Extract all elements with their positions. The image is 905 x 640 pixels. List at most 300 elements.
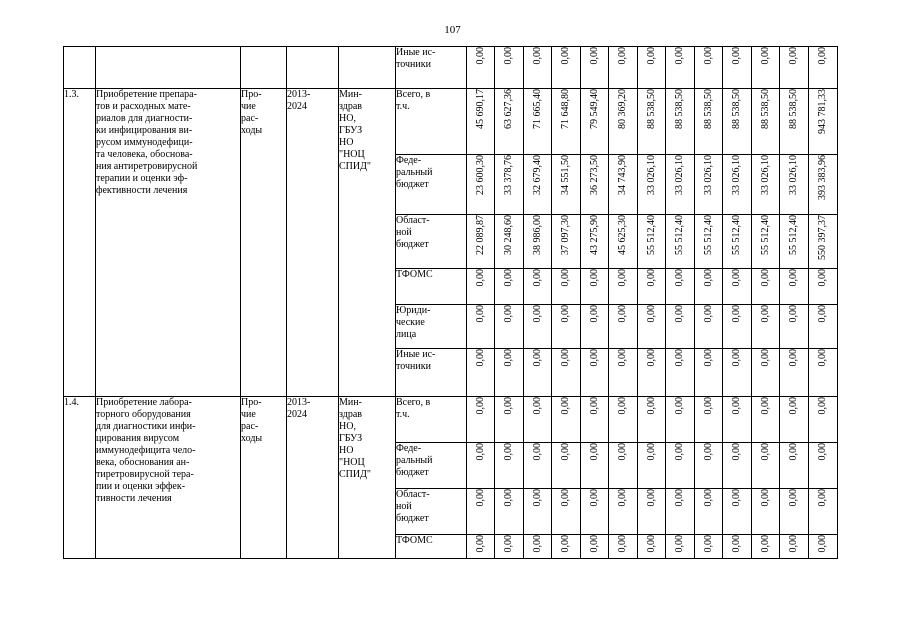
value-cell: [752, 269, 780, 305]
value-text: 79 549,40: [588, 89, 600, 129]
value-cell: [809, 443, 838, 489]
value-cell: [495, 443, 524, 489]
value-cell: [524, 535, 552, 559]
value-cell: [524, 305, 552, 349]
value-cell: [524, 489, 552, 535]
value-cell: [809, 89, 838, 155]
item-name-cell: [96, 47, 241, 89]
value-text: 0,00: [731, 47, 742, 65]
value-text: 0,00: [788, 305, 799, 323]
value-text: 0,00: [588, 269, 600, 287]
value-cell: [638, 305, 666, 349]
value-text: 0,00: [702, 47, 714, 65]
value-text: 0,00: [645, 305, 657, 323]
value-text: 71 665,40: [531, 89, 543, 129]
value-text: 0,00: [474, 489, 486, 507]
value-cell: [552, 215, 581, 269]
funding-source-cell: Иные ис- точники: [396, 47, 467, 89]
value-text: 0,00: [759, 535, 771, 553]
value-cell: [809, 47, 838, 89]
item-period-cell: 2013- 2024: [287, 397, 339, 559]
value-cell: [723, 215, 752, 269]
item-executor-cell: Мин- здрав НО, ГБУЗ НО "НОЦ СПИД": [339, 89, 396, 397]
value-text: 0,00: [503, 305, 514, 323]
value-cell: [723, 443, 752, 489]
value-text: 0,00: [531, 269, 543, 287]
value-text: 943 781,33: [817, 89, 828, 134]
value-cell: [723, 89, 752, 155]
value-cell: [809, 215, 838, 269]
value-text: 0,00: [702, 349, 714, 367]
value-cell: [609, 215, 638, 269]
value-text: 0,00: [617, 489, 628, 507]
value-cell: [666, 535, 695, 559]
value-cell: [552, 397, 581, 443]
value-cell: [495, 305, 524, 349]
value-cell: [495, 489, 524, 535]
value-cell: [467, 305, 495, 349]
value-cell: [752, 305, 780, 349]
value-cell: [695, 535, 723, 559]
value-text: 0,00: [645, 443, 657, 461]
funding-source-cell: Всего, в т.ч.: [396, 89, 467, 155]
value-cell: [780, 349, 809, 397]
value-text: 0,00: [474, 47, 486, 65]
value-text: 0,00: [645, 535, 657, 553]
value-cell: [666, 155, 695, 215]
value-text: 0,00: [474, 349, 486, 367]
value-cell: [638, 397, 666, 443]
value-cell: [609, 89, 638, 155]
value-text: 0,00: [788, 269, 799, 287]
value-cell: [467, 155, 495, 215]
value-text: 36 273,50: [588, 155, 600, 195]
value-cell: [780, 269, 809, 305]
value-cell: [495, 47, 524, 89]
value-text: 34 551,50: [560, 155, 571, 195]
value-text: 0,00: [731, 535, 742, 553]
value-cell: [752, 489, 780, 535]
value-cell: [609, 47, 638, 89]
value-text: 0,00: [503, 349, 514, 367]
value-cell: [524, 155, 552, 215]
value-text: 0,00: [731, 397, 742, 415]
value-cell: [524, 269, 552, 305]
value-text: 0,00: [674, 47, 685, 65]
program-table: [63, 46, 838, 559]
value-cell: [581, 47, 609, 89]
value-cell: [552, 489, 581, 535]
value-text: 0,00: [788, 443, 799, 461]
value-cell: [581, 269, 609, 305]
value-text: 0,00: [588, 443, 600, 461]
value-text: 33 026,10: [702, 155, 714, 195]
value-cell: [552, 443, 581, 489]
value-text: 0,00: [503, 269, 514, 287]
funding-source-cell: ТФОМС: [396, 269, 467, 305]
value-cell: [581, 489, 609, 535]
item-executor-cell: [339, 47, 396, 89]
value-text: 0,00: [503, 47, 514, 65]
value-text: 0,00: [817, 489, 828, 507]
value-cell: [552, 47, 581, 89]
value-cell: [752, 535, 780, 559]
value-text: 0,00: [503, 443, 514, 461]
value-text: 33 026,10: [674, 155, 685, 195]
value-cell: [809, 397, 838, 443]
item-name-cell: Приобретение лабора- торного оборудования для диагностики инфи- цирования вирусом иммунодефицита чело- века, обоснования ан- тиретровирусной тера- пии и оценки эффек- тивности лечения: [96, 397, 241, 559]
value-cell: [723, 535, 752, 559]
value-cell: [752, 89, 780, 155]
value-cell: [581, 215, 609, 269]
value-cell: [524, 397, 552, 443]
value-text: 88 538,50: [788, 89, 799, 129]
value-text: 0,00: [702, 443, 714, 461]
value-text: 45 690,17: [474, 89, 486, 129]
funding-source-cell: Феде- ральный бюджет: [396, 443, 467, 489]
value-text: 0,00: [531, 47, 543, 65]
value-cell: [723, 47, 752, 89]
value-cell: [467, 215, 495, 269]
value-cell: [638, 47, 666, 89]
value-text: 0,00: [674, 535, 685, 553]
value-text: 0,00: [759, 349, 771, 367]
item-type-cell: Про- чие рас- ходы: [241, 89, 287, 397]
value-text: 0,00: [645, 397, 657, 415]
value-cell: [524, 443, 552, 489]
value-text: 0,00: [674, 305, 685, 323]
value-cell: [723, 397, 752, 443]
value-cell: [695, 215, 723, 269]
value-text: 0,00: [531, 397, 543, 415]
value-cell: [809, 489, 838, 535]
value-cell: [695, 269, 723, 305]
value-cell: [723, 349, 752, 397]
value-text: 0,00: [560, 489, 571, 507]
value-text: 0,00: [645, 489, 657, 507]
value-text: 63 627,36: [503, 89, 514, 129]
value-text: 0,00: [588, 535, 600, 553]
value-text: 0,00: [731, 443, 742, 461]
value-cell: [666, 349, 695, 397]
value-cell: [695, 349, 723, 397]
value-cell: [780, 397, 809, 443]
value-cell: [609, 305, 638, 349]
value-text: 0,00: [617, 269, 628, 287]
value-cell: [581, 155, 609, 215]
item-number-cell: 1.4.: [64, 397, 96, 559]
value-text: 0,00: [617, 305, 628, 323]
value-text: 550 397,37: [817, 215, 828, 260]
value-text: 0,00: [560, 305, 571, 323]
value-cell: [552, 269, 581, 305]
value-text: 0,00: [759, 443, 771, 461]
value-cell: [467, 269, 495, 305]
value-cell: [609, 349, 638, 397]
value-cell: [780, 305, 809, 349]
value-cell: [495, 89, 524, 155]
value-text: 55 512,40: [702, 215, 714, 255]
value-text: 0,00: [788, 489, 799, 507]
value-cell: [780, 215, 809, 269]
value-cell: [467, 89, 495, 155]
value-cell: [780, 489, 809, 535]
table-row: [64, 397, 838, 443]
value-text: 0,00: [617, 535, 628, 553]
value-cell: [666, 215, 695, 269]
value-text: 88 538,50: [674, 89, 685, 129]
value-cell: [752, 349, 780, 397]
value-text: 30 248,60: [503, 215, 514, 255]
value-cell: [780, 443, 809, 489]
value-text: 0,00: [588, 349, 600, 367]
value-cell: [467, 443, 495, 489]
value-cell: [524, 349, 552, 397]
value-cell: [609, 489, 638, 535]
value-cell: [609, 535, 638, 559]
item-number-cell: [64, 47, 96, 89]
value-cell: [552, 349, 581, 397]
value-text: 0,00: [702, 535, 714, 553]
value-text: 0,00: [588, 397, 600, 415]
value-cell: [609, 443, 638, 489]
value-cell: [552, 89, 581, 155]
value-cell: [467, 349, 495, 397]
table-row: [64, 89, 838, 155]
value-cell: [780, 47, 809, 89]
value-text: 0,00: [674, 443, 685, 461]
value-text: 0,00: [560, 349, 571, 367]
value-cell: [581, 397, 609, 443]
item-period-cell: [287, 47, 339, 89]
funding-source-cell: Иные ис- точники: [396, 349, 467, 397]
value-text: 0,00: [531, 443, 543, 461]
value-text: 32 679,40: [531, 155, 543, 195]
value-text: 0,00: [759, 269, 771, 287]
item-type-cell: [241, 47, 287, 89]
value-text: 0,00: [759, 47, 771, 65]
value-cell: [666, 489, 695, 535]
value-cell: [666, 305, 695, 349]
value-cell: [552, 535, 581, 559]
value-cell: [495, 535, 524, 559]
value-cell: [695, 155, 723, 215]
value-text: 34 743,90: [617, 155, 628, 195]
value-cell: [638, 535, 666, 559]
value-cell: [780, 155, 809, 215]
value-cell: [638, 89, 666, 155]
value-cell: [581, 89, 609, 155]
value-text: 33 026,10: [731, 155, 742, 195]
value-text: 45 625,30: [617, 215, 628, 255]
value-cell: [666, 47, 695, 89]
value-cell: [809, 349, 838, 397]
value-text: 22 089,87: [474, 215, 486, 255]
value-text: 0,00: [531, 489, 543, 507]
value-cell: [581, 305, 609, 349]
value-text: 0,00: [531, 535, 543, 553]
value-cell: [524, 47, 552, 89]
value-cell: [467, 47, 495, 89]
value-text: 0,00: [788, 349, 799, 367]
value-text: 55 512,40: [788, 215, 799, 255]
table-body: [64, 47, 838, 559]
value-cell: [752, 397, 780, 443]
value-text: 0,00: [731, 349, 742, 367]
item-number-cell: 1.3.: [64, 89, 96, 397]
value-text: 0,00: [788, 397, 799, 415]
value-cell: [495, 215, 524, 269]
value-cell: [609, 269, 638, 305]
value-text: 0,00: [474, 305, 486, 323]
value-cell: [609, 155, 638, 215]
value-text: 38 986,00: [531, 215, 543, 255]
value-text: 0,00: [474, 397, 486, 415]
value-cell: [495, 397, 524, 443]
item-period-cell: 2013- 2024: [287, 89, 339, 397]
funding-source-cell: Феде- ральный бюджет: [396, 155, 467, 215]
value-text: 71 648,80: [560, 89, 571, 129]
value-text: 0,00: [503, 397, 514, 415]
value-cell: [695, 47, 723, 89]
value-cell: [666, 397, 695, 443]
page-number: 107: [444, 24, 461, 36]
value-text: 0,00: [817, 269, 828, 287]
value-cell: [752, 215, 780, 269]
value-cell: [752, 443, 780, 489]
value-cell: [552, 305, 581, 349]
value-text: 0,00: [560, 535, 571, 553]
value-cell: [467, 489, 495, 535]
value-cell: [666, 269, 695, 305]
value-text: 0,00: [702, 269, 714, 287]
value-cell: [581, 443, 609, 489]
value-text: 0,00: [531, 305, 543, 323]
value-text: 0,00: [560, 397, 571, 415]
value-text: 88 538,50: [759, 89, 771, 129]
funding-source-cell: Област- ной бюджет: [396, 215, 467, 269]
value-text: 33 026,10: [759, 155, 771, 195]
value-text: 33 378,76: [503, 155, 514, 195]
value-text: 37 097,30: [560, 215, 571, 255]
value-text: 0,00: [731, 269, 742, 287]
value-text: 0,00: [531, 349, 543, 367]
value-cell: [638, 443, 666, 489]
value-text: 0,00: [817, 305, 828, 323]
value-text: 0,00: [731, 305, 742, 323]
value-cell: [809, 535, 838, 559]
value-cell: [638, 489, 666, 535]
value-text: 0,00: [645, 47, 657, 65]
value-text: 0,00: [617, 349, 628, 367]
value-text: 0,00: [674, 349, 685, 367]
value-text: 0,00: [588, 47, 600, 65]
value-text: 88 538,50: [645, 89, 657, 129]
value-cell: [695, 443, 723, 489]
value-text: 0,00: [702, 305, 714, 323]
value-cell: [695, 397, 723, 443]
value-text: 23 600,30: [474, 155, 486, 195]
value-text: 0,00: [474, 269, 486, 287]
value-text: 0,00: [474, 443, 486, 461]
value-text: 0,00: [788, 47, 799, 65]
value-text: 0,00: [503, 535, 514, 553]
value-text: 0,00: [560, 47, 571, 65]
value-text: 0,00: [645, 349, 657, 367]
value-text: 43 275,90: [588, 215, 600, 255]
value-text: 0,00: [674, 397, 685, 415]
value-cell: [723, 269, 752, 305]
value-cell: [695, 489, 723, 535]
value-cell: [695, 89, 723, 155]
value-text: 80 369,20: [617, 89, 628, 129]
value-text: 0,00: [617, 443, 628, 461]
value-text: 0,00: [817, 349, 828, 367]
item-type-cell: Про- чие рас- ходы: [241, 397, 287, 559]
funding-source-cell: Всего, в т.ч.: [396, 397, 467, 443]
value-cell: [723, 155, 752, 215]
value-cell: [752, 155, 780, 215]
value-cell: [809, 269, 838, 305]
value-text: 0,00: [817, 535, 828, 553]
value-text: 0,00: [560, 269, 571, 287]
value-cell: [495, 349, 524, 397]
funding-source-cell: Област- ной бюджет: [396, 489, 467, 535]
value-cell: [581, 349, 609, 397]
value-text: 393 383,96: [817, 155, 828, 200]
value-text: 55 512,40: [674, 215, 685, 255]
value-cell: [695, 305, 723, 349]
value-text: 0,00: [759, 397, 771, 415]
value-cell: [752, 47, 780, 89]
value-text: 55 512,40: [645, 215, 657, 255]
value-text: 0,00: [759, 305, 771, 323]
value-text: 33 026,10: [645, 155, 657, 195]
value-text: 0,00: [702, 489, 714, 507]
value-cell: [524, 215, 552, 269]
value-cell: [495, 155, 524, 215]
value-cell: [581, 535, 609, 559]
value-cell: [780, 535, 809, 559]
value-cell: [638, 155, 666, 215]
funding-source-cell: ТФОМС: [396, 535, 467, 559]
value-text: 0,00: [503, 489, 514, 507]
value-cell: [666, 443, 695, 489]
value-cell: [809, 155, 838, 215]
value-text: 0,00: [588, 305, 600, 323]
value-text: 0,00: [588, 489, 600, 507]
item-name-cell: Приобретение препара- тов и расходных мате- риалов для диагности- ки инфицирования ви- русом иммунодефици- та человека, обоснова- ния антиретровирусной терапии и оценки эф- фективности лечения: [96, 89, 241, 397]
value-cell: [467, 397, 495, 443]
value-text: 0,00: [474, 535, 486, 553]
value-text: 0,00: [674, 489, 685, 507]
value-text: 88 538,50: [702, 89, 714, 129]
value-text: 0,00: [674, 269, 685, 287]
value-cell: [809, 305, 838, 349]
value-text: 0,00: [817, 397, 828, 415]
value-cell: [723, 305, 752, 349]
funding-source-cell: Юриди- ческие лица: [396, 305, 467, 349]
value-cell: [609, 397, 638, 443]
value-text: 0,00: [788, 535, 799, 553]
value-cell: [780, 89, 809, 155]
value-text: 0,00: [645, 269, 657, 287]
value-text: 0,00: [817, 443, 828, 461]
value-text: 33 026,10: [788, 155, 799, 195]
value-cell: [638, 349, 666, 397]
value-text: 0,00: [617, 47, 628, 65]
value-cell: [524, 89, 552, 155]
